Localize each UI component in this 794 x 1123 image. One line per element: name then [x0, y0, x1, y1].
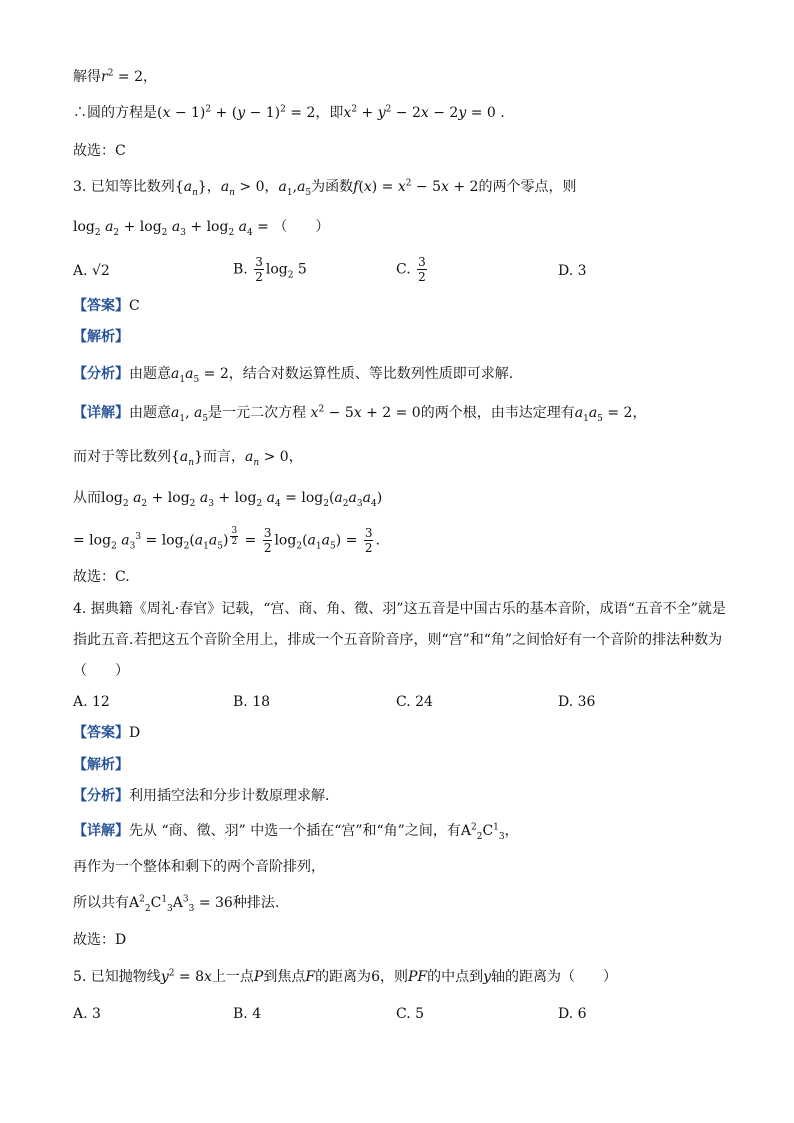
detail-4-line1: 【详解】先从 “商、徵、羽” 中选一个插在“宫”和“角”之间，有$A^2_2C^1_3$，	[73, 822, 519, 842]
detail-4-line2: 再作为一个整体和剩下的两个音阶排列，	[73, 859, 325, 875]
q3-option-a[interactable]: A. √2	[73, 263, 110, 279]
text: 由题意	[129, 405, 171, 421]
question-4-line1: 4. 据典籍《周礼·春官》记载，“宫、商、角、徵、羽”这五音是中国古乐的基本音阶，成语“五音不全”就是	[73, 601, 726, 617]
question-5-stem: 5. 已知抛物线$y^2 = 8x$上一点P到焦点F的距离为6，则PF的中点到y轴的距离为（ ）	[73, 968, 618, 985]
text: 从而	[73, 490, 101, 506]
q4-option-c[interactable]: C. 24	[396, 694, 433, 710]
text: 上一点	[211, 969, 254, 985]
question-3-expression: $\log_2 a_2 + \log_2 a_3 + \log_2 a_4$ = （ ）	[73, 219, 330, 238]
q4-option-d[interactable]: D. 36	[558, 694, 596, 710]
question-4-line2: 指此五音.若把这五个音阶全用上，排成一个五音阶音序，则“宫”和“角”之间恰好有一个音阶的排法种数为	[73, 632, 723, 648]
choose-line: 故选：C	[73, 143, 126, 159]
text: ，结合对数运算性质、等比数列性质即可求解.	[228, 366, 514, 382]
q5-option-b[interactable]: B. 4	[233, 1006, 262, 1022]
text: 解得	[73, 69, 101, 85]
text: 3. 已知等比数列	[73, 179, 175, 195]
text: 而言，	[203, 449, 245, 465]
text: ，即	[315, 105, 344, 121]
text: （ ）	[273, 219, 330, 235]
fenxi-tag: 【分析】	[73, 366, 129, 382]
detail-3-line1: 【详解】由题意$a_1$, $a_5$是一元二次方程 $x^2 - 5x + 2 = 0$的两个根，由韦达定理有$a_1a_5 = 2$，	[73, 404, 647, 424]
text: 的两个根，由韦达定理有	[420, 405, 575, 421]
detail-tag: 【详解】	[73, 823, 129, 839]
question-4-line3: （ ）	[73, 663, 129, 679]
text: 所以共有	[73, 895, 129, 911]
text: 5. 已知抛物线	[73, 969, 161, 985]
answer-3	[73, 297, 140, 315]
text: 的中点到	[427, 969, 484, 985]
analysis-tag: 【解析】	[73, 329, 129, 345]
circle-equation-line: ∴圆的方程是$(x - 1)^2 + (y - 1)^2 = 2$，即$x^2 + y^2 - 2x - 2y = 0$ .	[73, 104, 505, 121]
fenxi-tag: 【分析】	[73, 788, 129, 804]
q4-option-b[interactable]: B. 18	[233, 694, 271, 710]
choose-3: 故选：C.	[73, 569, 130, 585]
q4-option-a[interactable]: A. 12	[73, 694, 110, 710]
answer-tag: 【答案】	[73, 298, 129, 314]
analysis-tag: 【解析】	[73, 757, 129, 773]
detail-tag: 【详解】	[73, 405, 129, 421]
q5-option-a[interactable]: A. 3	[73, 1006, 101, 1022]
q3-option-d[interactable]: D. 3	[558, 263, 587, 279]
text: D	[129, 725, 141, 741]
fenxi-4	[73, 787, 329, 805]
analysis-4	[73, 756, 129, 774]
answer-4	[73, 724, 140, 742]
text: 种排法.	[232, 895, 280, 911]
detail-3-line2: 而对于等比数列$\{a_n\}$而言，$a_n > 0$，	[73, 449, 303, 468]
q3-option-c[interactable]: C. $\frac{3}{2}$	[396, 255, 426, 284]
text: ，则	[379, 969, 408, 985]
text: A.	[73, 263, 88, 279]
text: 是一元二次方程	[208, 405, 307, 421]
q5-option-c[interactable]: C. 5	[396, 1006, 425, 1022]
detail-3-line3: 从而$\log_2 a_2 + \log_2 a_3 + \log_2 a_4 = \log_2(a_2a_3a_4)$	[73, 490, 383, 509]
text: 的距离为	[315, 969, 372, 985]
text: C	[129, 298, 140, 314]
q3-option-b[interactable]: B. $\frac{3}{2}$ $\log_2 5$	[233, 255, 307, 284]
text: C.	[396, 261, 411, 278]
text: 先从 “商、徵、羽” 中选一个插在“宫”和“角”之间，有	[129, 823, 461, 839]
text: 为函数	[311, 179, 354, 195]
choose-4: 故选：D	[73, 932, 127, 948]
text: 利用插空法和分步计数原理求解.	[129, 788, 330, 804]
text: 的两个零点，则	[478, 179, 577, 195]
text: B.	[233, 261, 248, 278]
answer-tag: 【答案】	[73, 725, 129, 741]
text: 轴的距离为（ ）	[491, 969, 618, 985]
text: 而对于等比数列	[73, 449, 171, 465]
text: 到焦点	[263, 969, 306, 985]
detail-4-line3: 所以共有$A^2_2C^1_3A^3_3 = 36$种排法.	[73, 894, 280, 914]
analysis-3	[73, 328, 129, 346]
q5-option-d[interactable]: D. 6	[558, 1006, 587, 1022]
detail-3-line4: = $\log_2 a_3^3 = \log_2(a_1a_5)$ $\frac{3}{2}$ = $\frac{3}{2}$ $\log_2(a_1a_5)$ = $\frac{3}{2}$ .	[73, 526, 380, 555]
text: 由题意	[129, 366, 171, 382]
question-3-stem: 3. 已知等比数列$\{a_n\}$，$a_n > 0$，$a_1,a_5$为函数$f(x) = x^2 - 5x + 2$的两个零点，则	[73, 178, 577, 198]
fenxi-3: 【分析】由题意$a_1a_5 = 2$，结合对数运算性质、等比数列性质即可求解.	[73, 366, 514, 385]
text: ∴圆的方程是	[73, 105, 157, 121]
solution-line-r2: 解得$r^2 = 2$，	[73, 68, 157, 85]
